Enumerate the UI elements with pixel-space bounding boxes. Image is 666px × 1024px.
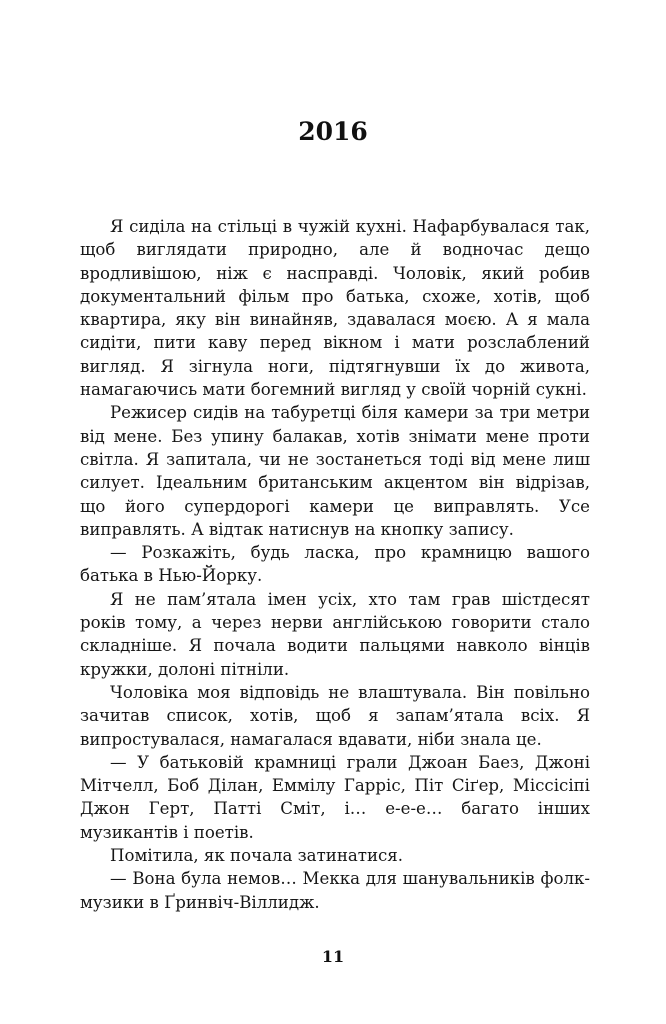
paragraph-3-dialogue: — Розкажіть, будь ласка, про крамницю вашого батька в Нью-Йорку.: [80, 543, 590, 586]
paragraph-8-dialogue: — Вона була немов… Мекка для шанувальників фолк-музики в Ґринвіч-Віллидж.: [80, 869, 590, 912]
chapter-title: 2016: [298, 117, 368, 146]
page-number: 11: [321, 947, 345, 966]
paragraph-1: Я сиділа на стільці в чужій кухні. Нафарбувалася так, щоб виглядати природно, але й водночас дещо вродливішою, ніж є насправді. Чоловік, який робив документальний фільм про батька, схоже, хотів, щоб квартира, яку він винайняв, здавалася моєю. А я мала сидіти, пити каву перед вікном і мати розслаблений вигляд. Я зігнула ноги, підтягнувши їх до живота, намагаючись мати богемний вигляд у своїй чорній сукні.: [80, 217, 590, 400]
paragraph-2: Режисер сидів на табуретці біля камери за три метри від мене. Без упину балакав, хотів знімати мене проти світла. Я запитала, чи не зостанеться тоді від мене лиш силует. Ідеальним британським акцентом він відрізав, що його супердорогі камери це виправлять. Усе виправлять. А відтак натиснув на кнопку запису.: [80, 403, 590, 539]
body-text: [80, 215, 590, 914]
paragraph-4: Я не пам’ятала імен усіх, хто там грав шістдесят років тому, а через нерви англійською говорити стало складніше. Я почала водити пальцями навколо вінців кружки, долоні пітніли.: [80, 589, 590, 679]
paragraph-6-dialogue: — У батьковій крамниці грали Джоан Баез, Джоні Мітчелл, Боб Ділан, Еммілу Гарріс, Піт Сіґер, Міссісіпі Джон Герт, Патті Сміт, і… е-е-е… багато інших музикантів і поетів.: [80, 752, 590, 842]
paragraph-5: Чоловіка моя відповідь не влаштувала. Він повільно зачитав список, хотів, щоб я запам’ятала всіх. Я випростувалася, намагалася вдавати, ніби знала це.: [80, 682, 590, 749]
paragraph-7: Помітила, як почала затинатися.: [110, 846, 404, 866]
